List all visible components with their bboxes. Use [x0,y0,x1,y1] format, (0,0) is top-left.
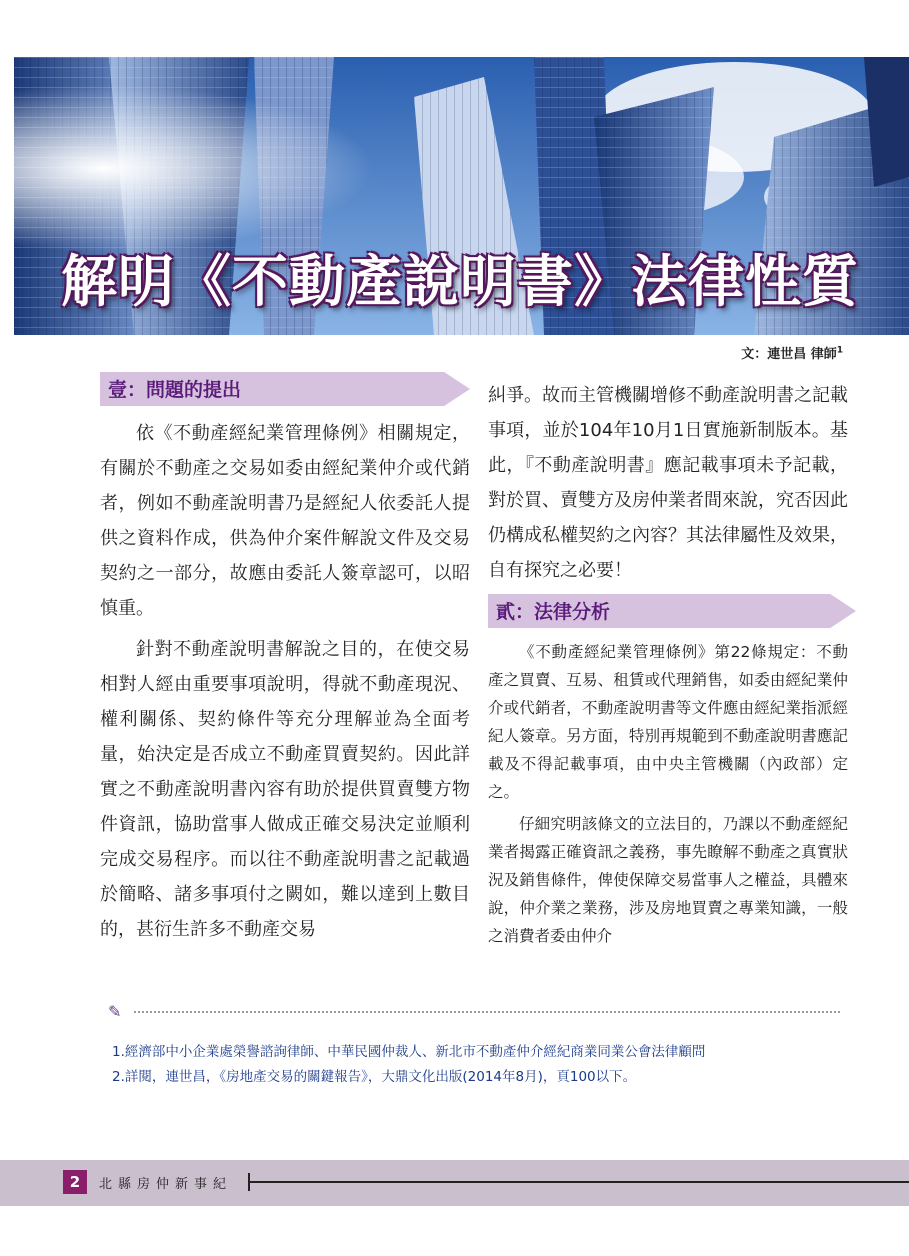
page-footer [0,1160,909,1206]
section-heading-text: 貳：法律分析 [496,601,611,623]
paragraph: 針對不動產說明書解說之目的，在使交易相對人經由重要事項說明，得就不動產現況、權利關係、契約條件等充分理解並為全面考量，始決定是否成立不動產買賣契約。因此詳實之不動產說明書內容有助於提供買賣雙方物件資訊，協助當事人做成正確交易決定並順利完成交易程序。而以往不動產說明書之記載過於簡略、諸多事項付之闕如，難以達到上數目的，甚衍生許多不動產交易 [100,639,470,940]
author-name: 文：連世昌 律師 [741,347,837,362]
section-heading-2 [488,594,848,628]
paragraph-continuation: 糾爭。故而主管機關增修不動產說明書之記載事項，並於104年10月1日實施新制版本。基此，『不動產說明書』應記載事項未予記載，對於買、賣雙方及房仲業者間來說，究否因此仍構成私權契約之內容？其法律屬性及效果，自有探究之必要！ [488,385,848,581]
right-column [488,378,848,954]
paragraph: 《不動產經紀業管理條例》第22條規定：不動產之買賣、互易、租賃或代理銷售，如委由經紀業仲介或代銷者，不動產說明書等文件應由經紀業指派經紀人簽章。另方面，特別再規範到不動產說明書應記載及不得記載事項，由中央主管機關（內政部）定之。 [488,643,848,801]
footnote-divider [108,1002,840,1021]
paragraph: 依《不動產經紀業管理條例》相關規定，有關於不動產之交易如委由經紀業仲介或代銷者，例如不動產說明書乃是經紀人依委託人提供之資料作成，供為仲介案件解說文件及交易契約之一部分，故應由委託人簽章認可，以昭慎重。 [100,423,470,619]
page-number: 2 [63,1170,87,1194]
footnotes [112,1040,852,1090]
paragraph: 仔細究明該條文的立法目的，乃課以不動產經紀業者揭露正確資訊之義務，事先瞭解不動產之真實狀況及銷售條件，俾使保障交易當事人之權益，具體來說，仲介業之業務，涉及房地買賣之專業知識，一般之消費者委由仲介 [488,815,848,945]
section-heading-1 [100,372,470,406]
article-title: 解明《不動產說明書》法律性質 [61,250,859,315]
dotted-rule [134,1011,840,1013]
author-footnote-ref: 1 [836,345,843,356]
left-column [100,372,470,953]
footnote-item: 2.詳閱，連世昌，《房地產交易的關鍵報告》，大鼎文化出版(2014年8月)，頁100以下。 [112,1069,637,1085]
footer-rule [248,1181,909,1183]
section-heading-text: 壹：問題的提出 [108,379,242,401]
magazine-name: 北縣房仲新事紀 [99,1177,233,1192]
footnote-item: 1.經濟部中小企業處榮譽諮詢律師、中華民國仲裁人、新北市不動產仲介經紀商業同業公會法律顧問 [112,1044,706,1060]
pen-icon: ✎ [108,1002,122,1021]
author-credit [741,343,843,362]
